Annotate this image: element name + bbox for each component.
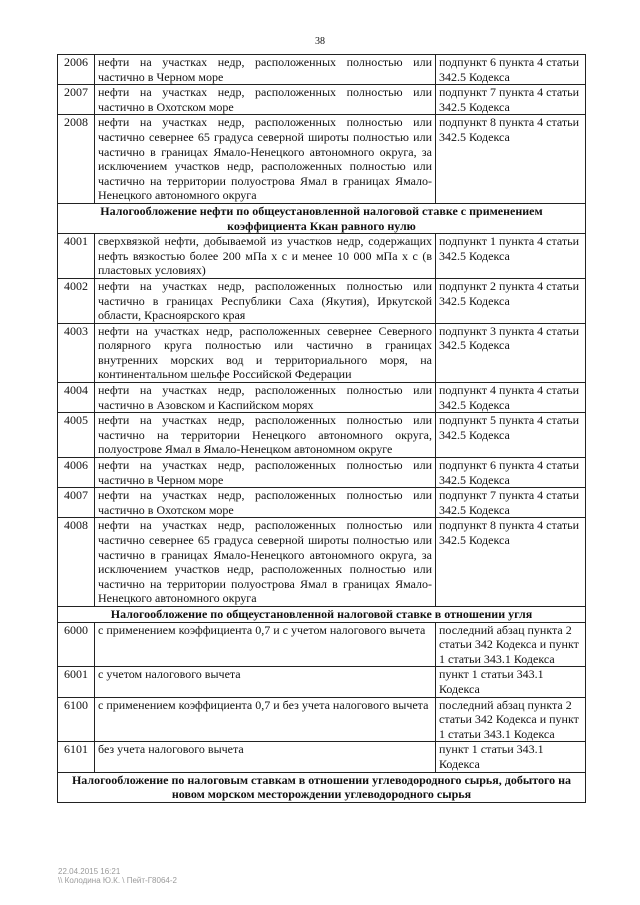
table-row [58,488,586,518]
footer-timestamp: 22.04.2015 16:21 [58,867,121,876]
reference-cell: пункт 1 статьи 343.1 Кодекса [436,742,586,772]
section-title: Налогообложение по общеустановленной налоговой ставке в отношении угля [58,606,586,622]
code-cell: 2008 [58,115,95,204]
description-cell: нефти на участках недр, расположенных полностью или частично в Охотском море [95,488,436,518]
table-row [58,518,586,607]
reference-cell: подпункт 6 пункта 4 статьи 342.5 Кодекса [436,458,586,488]
table-row [58,458,586,488]
section-title: Налогообложение по налоговым ставкам в отношении углеводородного сырья, добытого на новом морском месторождении углеводородного сырья [58,772,586,802]
table-row [58,85,586,115]
reference-cell: подпункт 5 пункта 4 статьи 342.5 Кодекса [436,413,586,458]
reference-cell: подпункт 6 пункта 4 статьи 342.5 Кодекса [436,55,586,85]
tax-code-table [57,54,586,803]
code-cell: 4006 [58,458,95,488]
code-cell: 6001 [58,667,95,697]
table-row [58,742,586,772]
reference-cell: подпункт 4 пункта 4 статьи 342.5 Кодекса [436,383,586,413]
description-cell: нефти на участках недр, расположенных полностью или частично севернее 65 градуса северной широты полностью или частично в границах Ямало-Ненецкого автономного округа, за исключением участков недр, расположенных полностью или частично на территории полуострова Ямал в границах Ямало-Ненецкого автономного округа [95,518,436,607]
section-header-row [58,772,586,802]
description-cell: с применением коэффициента 0,7 и с учетом налогового вычета [95,622,436,667]
reference-cell: подпункт 7 пункта 4 статьи 342.5 Кодекса [436,85,586,115]
document-footer [58,867,177,885]
table-row [58,278,586,323]
description-cell: с применением коэффициента 0,7 и без учета налогового вычета [95,697,436,742]
code-cell: 2006 [58,55,95,85]
table-row [58,55,586,85]
description-cell: нефти на участках недр, расположенных севернее Северного полярного круга полностью или частично в границах внутренних морских вод и территориального моря, на континентальном шельфе Российской Федерации [95,323,436,382]
description-cell: нефти на участках недр, расположенных полностью или частично в Азовском и Каспийском морях [95,383,436,413]
description-cell: нефти на участках недр, расположенных полностью или частично севернее 65 градуса северной широты полностью или частично в границах Ямало-Ненецкого автономного округа, за исключением участков недр, расположенных полностью или частично на территории полуострова Ямал в границах Ямало-Ненецкого автономного округа [95,115,436,204]
table-row [58,234,586,279]
reference-cell: последний абзац пункта 2 статьи 342 Кодекса и пункт 1 статьи 343.1 Кодекса [436,622,586,667]
table-row [58,667,586,697]
reference-cell: подпункт 8 пункта 4 статьи 342.5 Кодекса [436,115,586,204]
code-cell: 6100 [58,697,95,742]
page-number: 38 [315,36,325,47]
reference-cell: подпункт 3 пункта 4 статьи 342.5 Кодекса [436,323,586,382]
description-cell: нефти на участках недр, расположенных полностью или частично в Черном море [95,458,436,488]
description-cell: с учетом налогового вычета [95,667,436,697]
code-cell: 4002 [58,278,95,323]
code-cell: 2007 [58,85,95,115]
description-cell: нефти на участках недр, расположенных полностью или частично в Черном море [95,55,436,85]
reference-cell: пункт 1 статьи 343.1 Кодекса [436,667,586,697]
description-cell: без учета налогового вычета [95,742,436,772]
tax-code-table-body [58,55,586,803]
code-cell: 4003 [58,323,95,382]
code-cell: 6101 [58,742,95,772]
code-cell: 4001 [58,234,95,279]
description-cell: сверхвязкой нефти, добываемой из участков недр, содержащих нефть вязкостью более 200 мПа х с и менее 10 000 мПа х с (в пластовых условиях) [95,234,436,279]
reference-cell: последний абзац пункта 2 статьи 342 Кодекса и пункт 1 статьи 343.1 Кодекса [436,697,586,742]
reference-cell: подпункт 7 пункта 4 статьи 342.5 Кодекса [436,488,586,518]
section-title: Налогообложение нефти по общеустановленной налоговой ставке с применением коэффициента Ккан равного нулю [58,203,586,233]
description-cell: нефти на участках недр, расположенных полностью или частично в границах Республики Саха (Якутия), Иркутской области, Красноярского края [95,278,436,323]
code-cell: 4008 [58,518,95,607]
footer-author-path: \\ Колодина Ю.К. \ Пейт-Г8064-2 [58,876,177,885]
reference-cell: подпункт 1 пункта 4 статьи 342.5 Кодекса [436,234,586,279]
code-cell: 4005 [58,413,95,458]
table-row [58,383,586,413]
table-row [58,413,586,458]
reference-cell: подпункт 2 пункта 4 статьи 342.5 Кодекса [436,278,586,323]
reference-cell: подпункт 8 пункта 4 статьи 342.5 Кодекса [436,518,586,607]
table-row [58,697,586,742]
code-cell: 4004 [58,383,95,413]
description-cell: нефти на участках недр, расположенных полностью или частично на территории Ненецкого автономного округа, полуострове Ямал в Ямало-Ненецком автономном округе [95,413,436,458]
table-row [58,115,586,204]
table-row [58,622,586,667]
code-cell: 6000 [58,622,95,667]
table-row [58,323,586,382]
description-cell: нефти на участках недр, расположенных полностью или частично в Охотском море [95,85,436,115]
section-header-row [58,606,586,622]
section-header-row [58,203,586,233]
code-cell: 4007 [58,488,95,518]
